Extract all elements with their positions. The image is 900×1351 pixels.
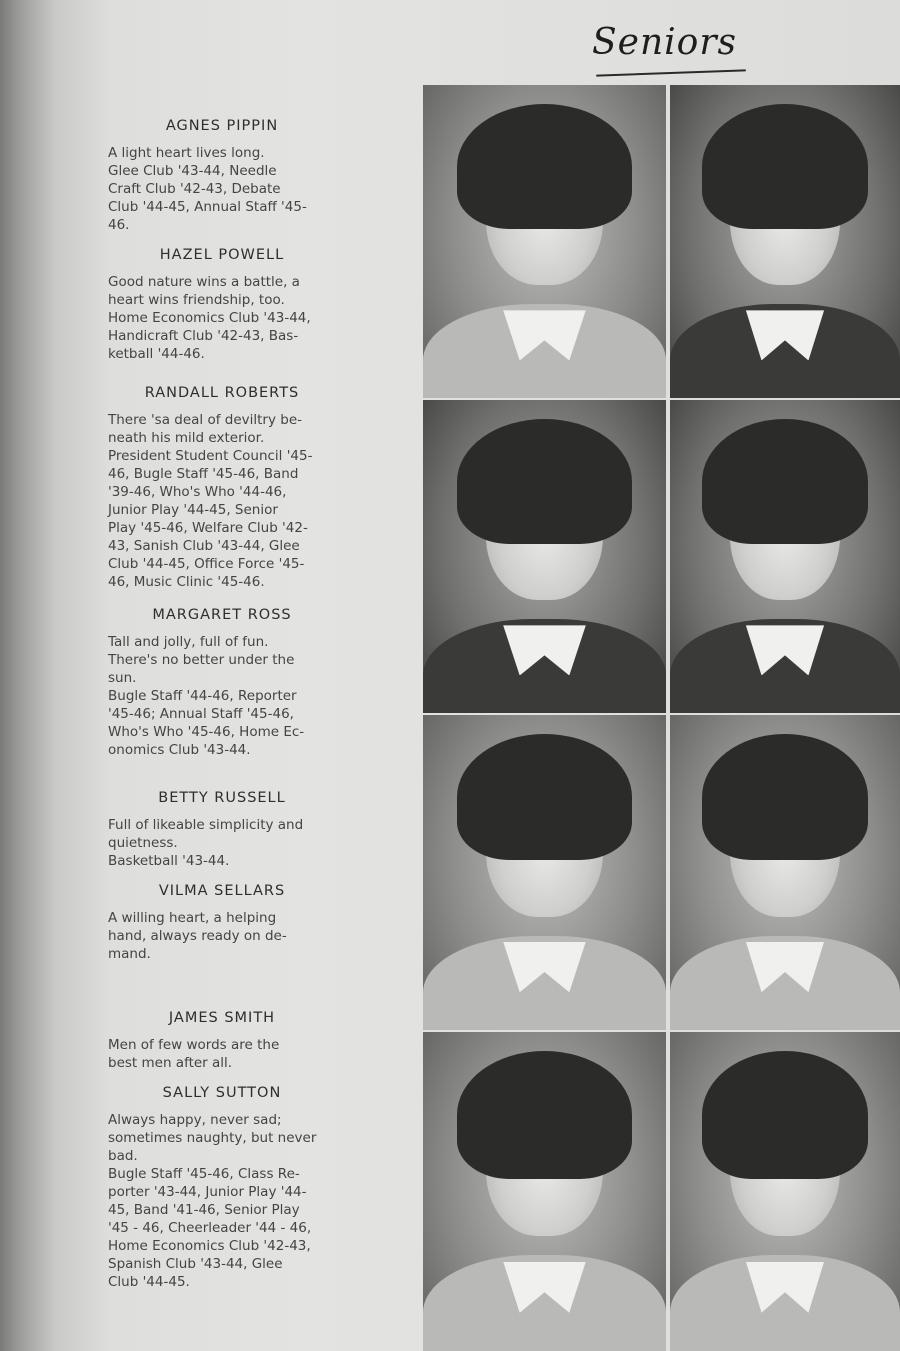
description-line: sun. [108,670,137,686]
page-heading [592,22,752,82]
description-line: Club '44-45, Annual Staff '45- [108,199,307,215]
description-line: onomics Club '43-44. [108,742,251,758]
description-line: Home Economics Club '43-44, [108,310,311,326]
description-line: Bugle Staff '45-46, Class Re- [108,1166,300,1182]
description-line: Good nature wins a battle, a [108,274,300,290]
description-line: Always happy, never sad; [108,1112,282,1128]
description-line: Basketball '43-44. [108,853,230,869]
portrait-hair [457,104,632,229]
portrait-hair [702,734,868,860]
senior-description [108,273,336,363]
description-line: Club '44-45, Office Force '45- [108,556,305,572]
senior-entry [108,607,336,759]
senior-description [108,909,336,963]
senior-name: SALLY SUTTON [162,1085,282,1101]
senior-portrait-photo [423,715,666,1030]
senior-description [108,1036,336,1072]
description-line: Bugle Staff '44-46, Reporter [108,688,297,704]
description-line: 46, Music Clinic '45-46. [108,574,265,590]
senior-name: HAZEL POWELL [159,247,285,263]
senior-name: MARGARET ROSS [152,607,292,623]
description-line: Home Economics Club '42-43, [108,1238,311,1254]
description-line: Spanish Club '43-44, Glee [108,1256,283,1272]
description-line: best men after all. [108,1055,233,1071]
description-line: heart wins friendship, too. [108,292,285,308]
senior-name: JAMES SMITH [168,1010,276,1026]
senior-entry [108,883,336,963]
description-line: A light heart lives long. [108,145,265,161]
description-line: Full of likeable simplicity and [108,817,304,833]
senior-portrait-photo [423,400,666,713]
description-line: 46, Bugle Staff '45-46, Band [108,466,299,482]
senior-portrait-photo [423,85,666,398]
portrait-hair [702,419,868,544]
description-line: quietness. [108,835,178,851]
description-line: Glee Club '43-44, Needle [108,163,277,179]
senior-portrait-photo [670,400,900,713]
description-line: Men of few words are the [108,1037,280,1053]
description-line: Handicraft Club '42-43, Bas- [108,328,299,344]
senior-name: VILMA SELLARS [158,883,286,899]
description-line: Play '45-46, Welfare Club '42- [108,520,308,536]
description-line: neath his mild exterior. [108,430,265,446]
description-line: '39-46, Who's Who '44-46, [108,484,287,500]
description-line: mand. [108,946,151,962]
description-line: porter '43-44, Junior Play '44- [108,1184,307,1200]
description-line: ketball '44-46. [108,346,205,362]
description-line: Club '44-45. [108,1274,190,1290]
senior-portrait-photo [670,1032,900,1351]
senior-entry [108,385,336,591]
heading-text: Seniors [592,22,738,63]
senior-description [108,816,336,870]
senior-portrait-photo [670,85,900,398]
senior-name: BETTY RUSSELL [158,790,286,806]
description-line: Junior Play '44-45, Senior [108,502,278,518]
senior-entry [108,1010,336,1072]
senior-name: RANDALL ROBERTS [144,385,300,401]
description-line: '45-46; Annual Staff '45-46, [108,706,294,722]
description-line: Tall and jolly, full of fun. [108,634,269,650]
portrait-hair [457,419,632,544]
description-line: There's no better under the [108,652,295,668]
description-line: 43, Sanish Club '43-44, Glee [108,538,300,554]
senior-description [108,1111,336,1291]
heading-underline [596,69,746,76]
senior-portrait-photo [670,715,900,1030]
senior-description [108,411,336,591]
portrait-hair [702,1051,868,1179]
senior-entry [108,247,336,363]
description-line: sometimes naughty, but never [108,1130,317,1146]
description-line: There 'sa deal of deviltry be- [108,412,302,428]
senior-entry [108,790,336,870]
description-line: hand, always ready on de- [108,928,287,944]
description-line: A willing heart, a helping [108,910,277,926]
senior-photo-grid [423,85,900,1351]
description-line: 45, Band '41-46, Senior Play [108,1202,300,1218]
description-line: bad. [108,1148,138,1164]
portrait-hair [457,1051,632,1179]
portrait-hair [702,104,868,229]
senior-name: AGNES PIPPIN [165,118,279,134]
description-line: Craft Club '42-43, Debate [108,181,281,197]
senior-entry [108,118,336,234]
senior-description [108,633,336,759]
senior-description [108,144,336,234]
description-line: President Student Council '45- [108,448,313,464]
portrait-hair [457,734,632,860]
senior-entry [108,1085,336,1291]
description-line: Who's Who '45-46, Home Ec- [108,724,305,740]
description-line: 46. [108,217,130,233]
senior-portrait-photo [423,1032,666,1351]
description-line: '45 - 46, Cheerleader '44 - 46, [108,1220,312,1236]
